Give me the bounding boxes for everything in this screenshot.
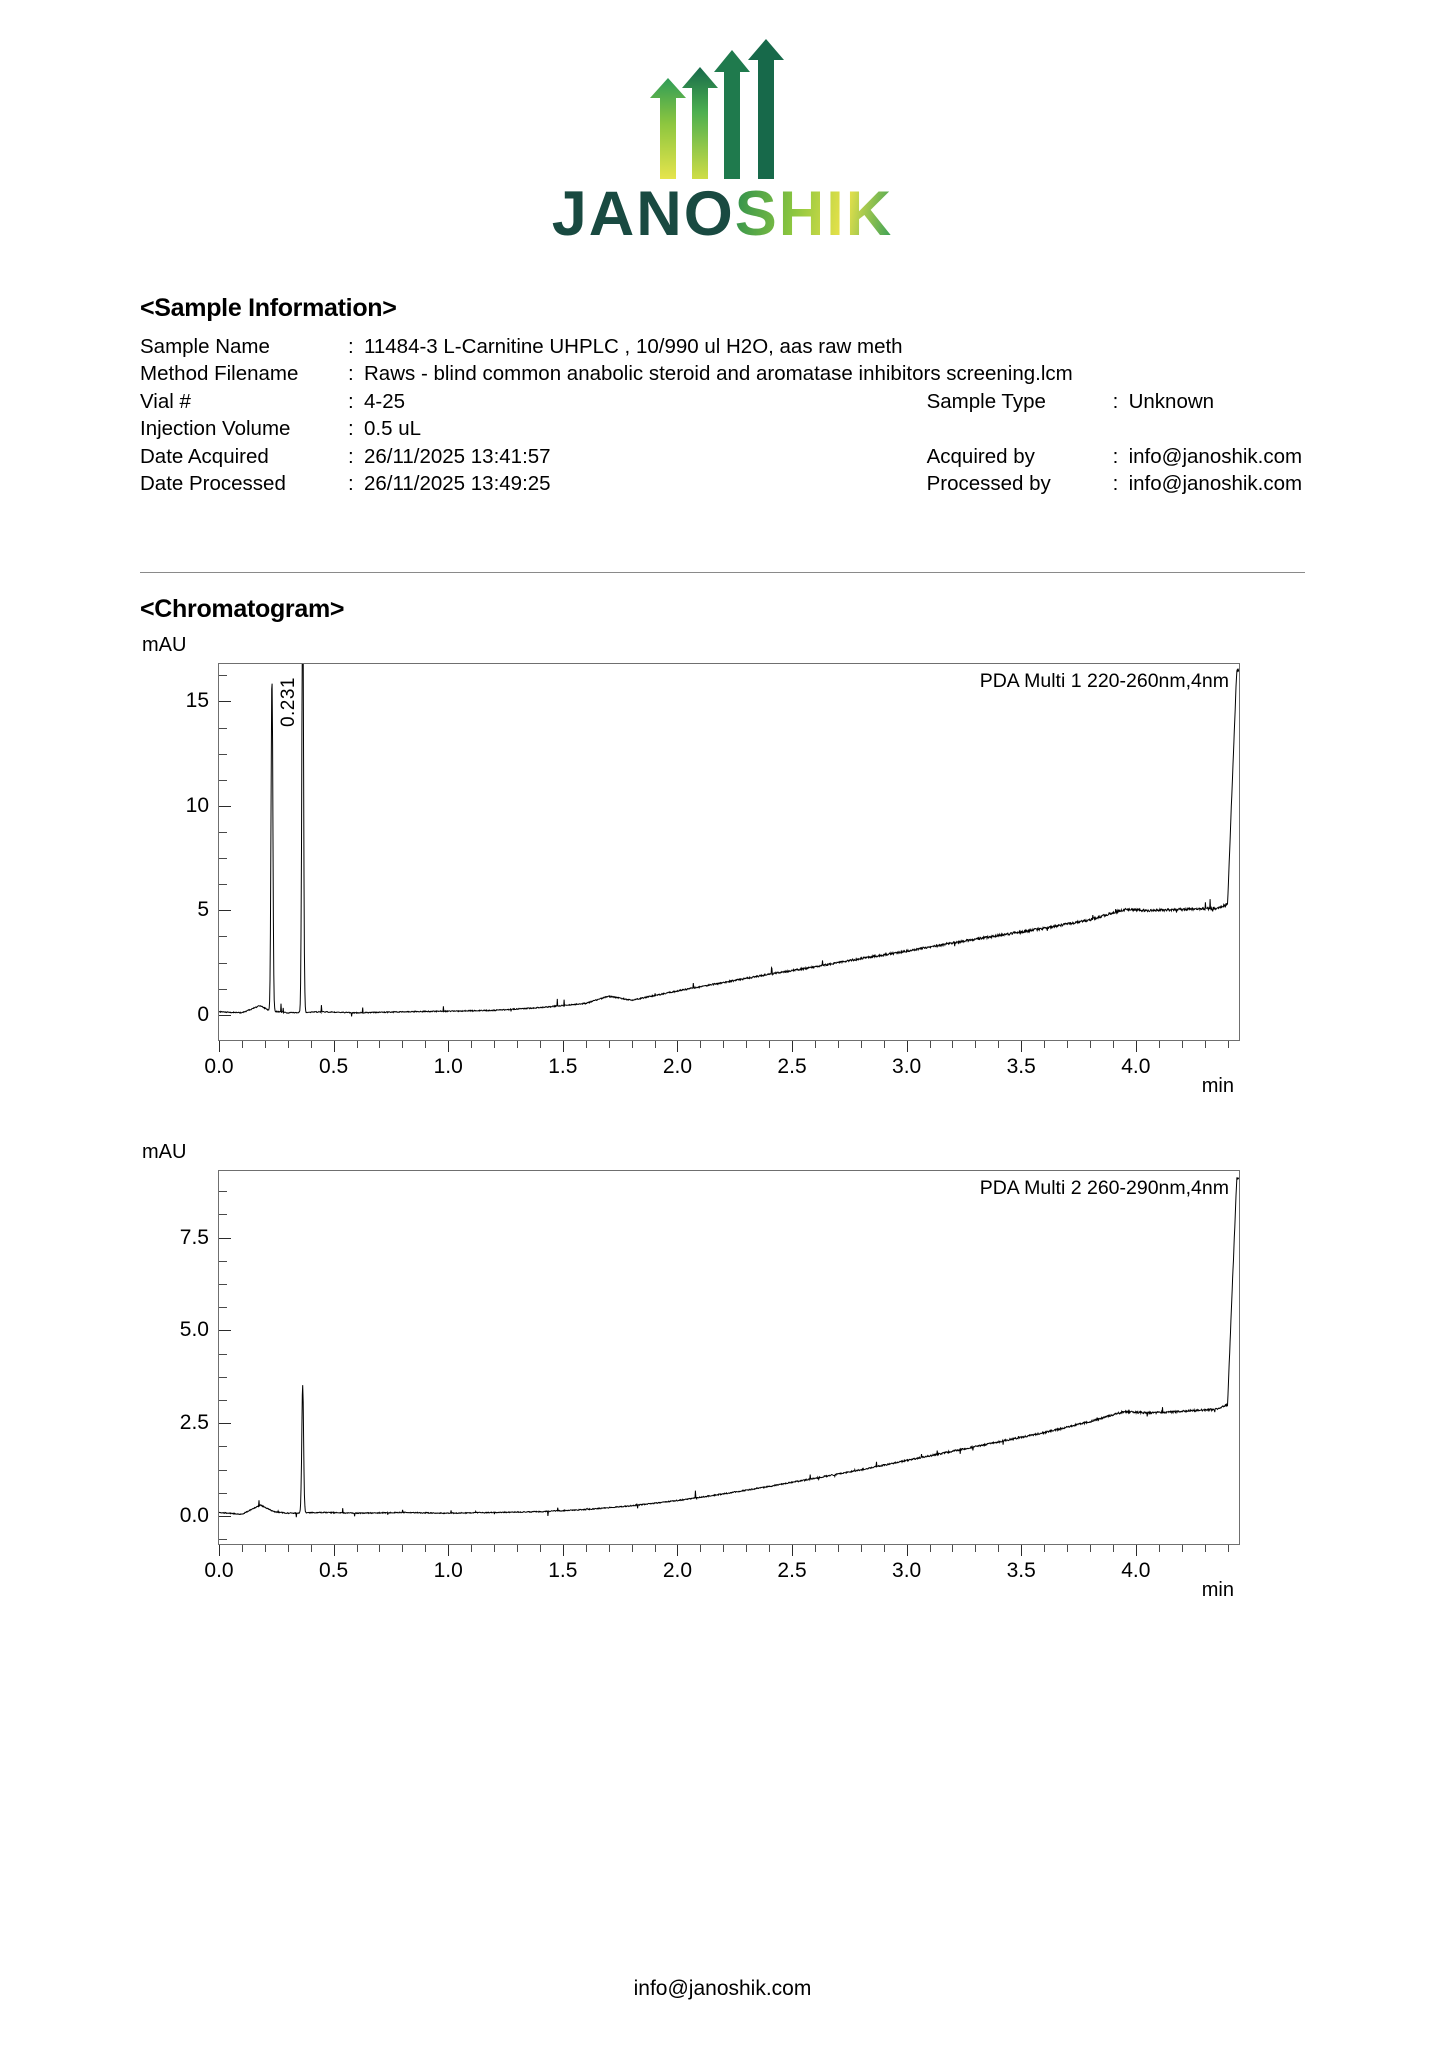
footer-email: info@janoshik.com (633, 1977, 812, 2000)
chart-2-y-axis (140, 1170, 218, 1545)
brand-logo (0, 0, 1445, 249)
bar-chart-arrow-logo-icon (638, 36, 808, 181)
chart-2-plot-area[interactable] (218, 1170, 1240, 1545)
x-tick-label: 2.0 (662, 1558, 693, 1582)
info-colon-2: : (1112, 472, 1119, 496)
brand-wordmark (551, 179, 894, 249)
chart-2-x-ticks (218, 1545, 1240, 1557)
x-tick-label: 2.5 (777, 1558, 807, 1582)
info-label-2: Processed by (926, 472, 1051, 496)
chart-1-y-axis (140, 663, 218, 1041)
y-tick-label: 5.0 (179, 1318, 209, 1342)
sample-information-title: <Sample Information> (140, 294, 397, 322)
x-tick-label: 0.0 (204, 1054, 234, 1078)
y-tick-label: 15 (185, 689, 209, 713)
info-colon: : (348, 417, 354, 441)
x-tick-label: 4.0 (1121, 1558, 1151, 1582)
y-tick-label: 0 (197, 1002, 209, 1026)
x-tick-label: 4.0 (1121, 1054, 1151, 1078)
chart-2-trace (219, 1171, 1239, 1544)
info-value: 26/11/2025 13:41:57 (364, 444, 551, 468)
info-label: Date Acquired (140, 444, 269, 468)
info-value-2: info@janoshik.com (1128, 444, 1303, 468)
info-value-2 (1129, 333, 1303, 360)
info-row (140, 333, 1302, 360)
info-colon: : (348, 335, 354, 358)
info-label-2: Acquired by (926, 444, 1035, 468)
chart-1-x-labels (204, 1053, 1240, 1083)
chart-2-y-ticks (218, 1171, 228, 1544)
brand-name-dark: JANO (551, 179, 735, 249)
info-value-2: Unknown (1128, 389, 1215, 413)
info-row (140, 443, 1302, 470)
x-tick-label: 2.5 (777, 1054, 807, 1078)
chart-1-y-unit: mAU (142, 633, 187, 656)
section-divider (140, 572, 1305, 573)
chart-1-plot-area[interactable] (218, 663, 1240, 1041)
sample-information-table (140, 333, 1302, 498)
x-tick-label: 1.0 (433, 1054, 463, 1078)
x-tick-label: 1.5 (548, 1054, 578, 1078)
chart-1-x-axis (204, 1041, 1240, 1097)
info-colon: : (348, 472, 354, 496)
info-value: 11484-3 L-Carnitine UHPLC , 10/990 ul H2O, aas raw meth (364, 335, 903, 358)
info-row (140, 360, 1302, 387)
chromatogram-chart-1 (140, 633, 1305, 1097)
info-label: Vial # (140, 389, 191, 413)
sample-information-section (140, 294, 1305, 498)
info-value: 0.5 uL (364, 417, 421, 441)
chromatogram-chart-2 (140, 1140, 1305, 1601)
info-value-2: info@janoshik.com (1128, 472, 1303, 496)
chart-2-x-unit: min (1201, 1578, 1234, 1601)
info-row (140, 415, 1302, 442)
info-colon-2 (1113, 333, 1129, 360)
chromatogram-section (140, 594, 1305, 1601)
info-colon-2: : (1112, 389, 1119, 413)
chromatogram-title: <Chromatogram> (140, 594, 345, 623)
chart-1-y-ticks (218, 664, 228, 1040)
chart-1-trace (219, 664, 1239, 1040)
y-tick-label: 2.5 (179, 1411, 209, 1435)
y-tick-label: 7.5 (179, 1225, 209, 1249)
info-label: Injection Volume (140, 417, 291, 441)
brand-name-light: SHIK (734, 179, 894, 249)
x-tick-label: 3.0 (892, 1558, 922, 1582)
info-label: Date Processed (140, 472, 286, 496)
x-tick-label: 0.5 (318, 1558, 349, 1582)
info-label-2: Sample Type (926, 389, 1046, 413)
info-label-2 (927, 333, 1113, 360)
chart-2-x-labels (204, 1557, 1240, 1587)
chart-2-legend: PDA Multi 2 260-290nm,4nm (979, 1176, 1229, 1199)
x-tick-label: 0.0 (204, 1558, 234, 1582)
y-tick-label: 10 (185, 793, 209, 817)
info-label: Sample Name (140, 335, 270, 358)
info-colon-2 (1113, 415, 1129, 442)
info-colon: : (348, 362, 354, 386)
chart-1-peak-label: 0.231 (277, 676, 299, 727)
chart-2-x-axis (204, 1545, 1240, 1601)
info-value: Raws - blind common anabolic steroid and aromatase inhibitors screening.lcm (364, 362, 1073, 386)
info-row (140, 388, 1302, 415)
y-tick-label: 5 (197, 898, 209, 922)
chart-1-x-ticks (218, 1041, 1240, 1053)
chart-2-y-unit: mAU (142, 1140, 187, 1163)
info-colon-2: : (1112, 444, 1119, 468)
x-tick-label: 0.5 (318, 1054, 349, 1078)
x-tick-label: 1.0 (433, 1558, 463, 1582)
chart-1-x-unit: min (1201, 1074, 1234, 1097)
info-value-2 (1129, 415, 1303, 442)
x-tick-label: 1.5 (548, 1558, 578, 1582)
info-value: 26/11/2025 13:49:25 (364, 472, 551, 496)
x-tick-label: 3.5 (1006, 1054, 1036, 1078)
y-tick-label: 0.0 (179, 1503, 209, 1527)
info-row (140, 470, 1302, 497)
chart-1-legend: PDA Multi 1 220-260nm,4nm (979, 669, 1229, 692)
x-tick-label: 2.0 (662, 1054, 693, 1078)
info-colon: : (348, 389, 354, 413)
info-colon: : (348, 444, 354, 468)
x-tick-label: 3.5 (1006, 1558, 1036, 1582)
info-value: 4-25 (364, 389, 406, 413)
x-tick-label: 3.0 (892, 1054, 922, 1078)
info-label: Method Filename (140, 362, 299, 386)
info-label-2 (927, 415, 1113, 442)
